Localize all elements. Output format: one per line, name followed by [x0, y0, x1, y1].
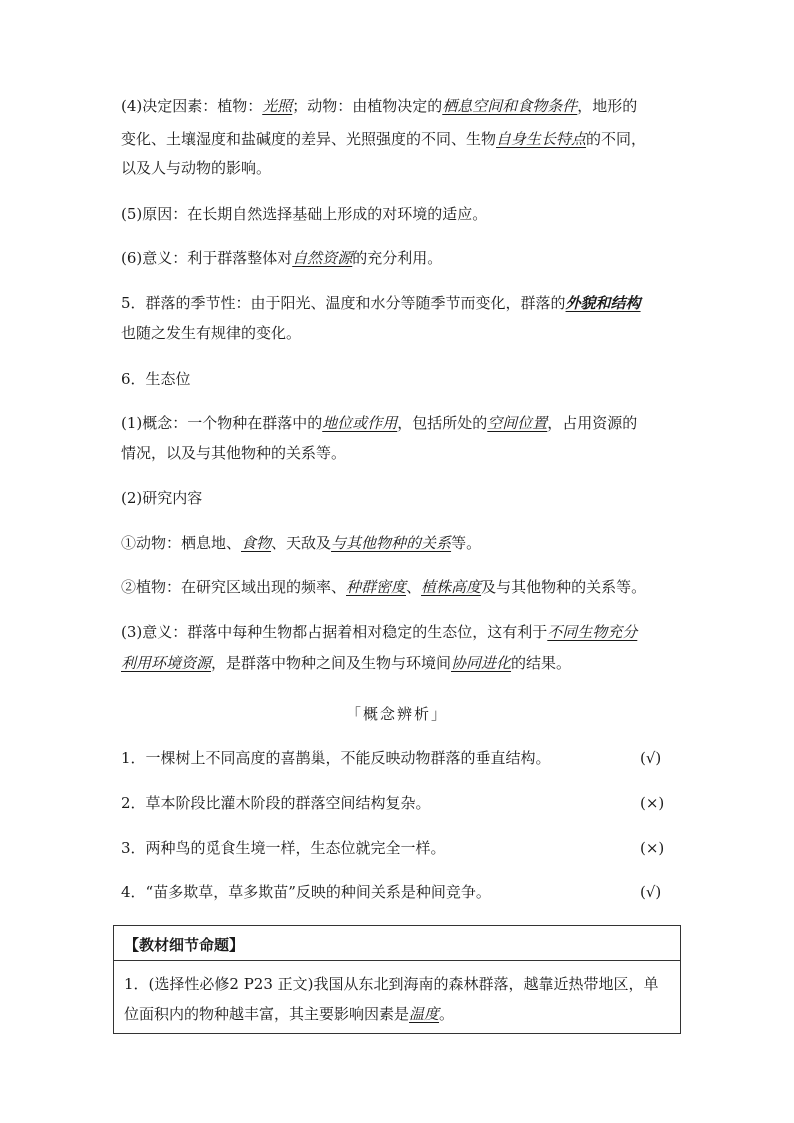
box-divider	[114, 960, 680, 961]
text-line: 变化、土壤湿度和盐碱度的差异、光照强度的不同、生物自身生长特点的不同，	[121, 130, 647, 148]
textbook-detail-box	[113, 925, 681, 1034]
box-text-line: 1．(选择性必修2 P23 正文)我国从东北到海南的森林群落，越靠近热带地区，单	[124, 975, 659, 993]
text-line: 以及人与动物的影响。	[121, 159, 272, 177]
judgement-text: 2．草本阶段比灌木阶段的群落空间结构复杂。	[121, 794, 431, 812]
judgement-text: 3．两种鸟的觅食生境一样，生态位就完全一样。	[121, 839, 446, 857]
text-line: 情况，以及与其他物种的关系等。	[121, 444, 347, 462]
text-line-decisive-factors: (4)决定因素：植物：光照；动物：由植物决定的栖息空间和食物条件，地形的	[121, 97, 638, 115]
text-line-significance: (6)意义：利于群落整体对自然资源的充分利用。	[121, 249, 443, 267]
text-line-research: (2)研究内容	[121, 489, 203, 507]
text-line-animals: ①动物：栖息地、食物、天敌及与其他物种的关系等。	[121, 534, 482, 552]
section-heading-niche: 6．生态位	[121, 370, 191, 388]
judgement-mark: (√)	[640, 749, 662, 767]
judgement-mark: (×)	[640, 839, 665, 857]
box-header: 【教材细节命题】	[124, 936, 245, 954]
judgement-text: 4．“苗多欺草，草多欺苗”反映的种间关系是种间竞争。	[121, 883, 491, 901]
text-line: 也随之发生有规律的变化。	[121, 324, 302, 342]
text-line-seasonality: 5．群落的季节性：由于阳光、温度和水分等随季节而变化，群落的外貌和结构	[121, 294, 641, 312]
text-line-plants: ②植物：在研究区域出现的频率、种群密度、植株高度及与其他物种的关系等。	[121, 578, 647, 596]
text-line: 利用环境资源，是群落中物种之间及生物与环境间协同进化的结果。	[121, 654, 572, 672]
text-line-concept: (1)概念：一个物种在群落中的地位或作用，包括所处的空间位置，占用资源的	[121, 414, 638, 432]
judgement-text: 1．一棵树上不同高度的喜鹊巢，不能反映动物群落的垂直结构。	[121, 749, 551, 767]
judgement-mark: (×)	[640, 794, 665, 812]
section-title-concept-analysis: 「概念辨析」	[345, 705, 448, 723]
box-text-line: 位面积内的物种越丰富，其主要影响因素是温度。	[124, 1005, 455, 1023]
judgement-mark: (√)	[640, 883, 662, 901]
text-line-reason: (5)原因：在长期自然选择基础上形成的对环境的适应。	[121, 205, 488, 223]
text-line-meaning: (3)意义：群落中每种生物都占据着相对稳定的生态位，这有利于不同生物充分	[121, 623, 638, 641]
